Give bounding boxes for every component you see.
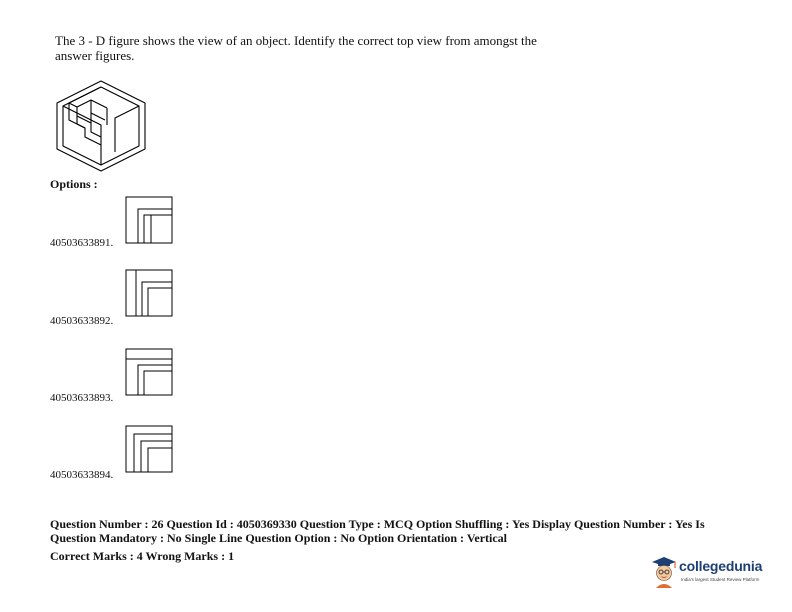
metadata-line-1: Question Number : 26 Question Id : 4050369330 Question Type : MCQ Option Shuffling : Yes Display Question Number : Yes Is	[50, 517, 705, 531]
option-3-figure[interactable]	[124, 347, 174, 397]
option-2-id[interactable]: 40503633892.	[50, 315, 114, 327]
student-mascot-icon	[649, 553, 679, 589]
question-metadata	[50, 517, 740, 545]
option-4-id[interactable]: 40503633894.	[50, 469, 114, 481]
3d-figure	[55, 80, 147, 172]
option-4-figure[interactable]	[124, 424, 174, 474]
question-line-2: answer figures.	[55, 48, 135, 63]
options-label: Options :	[50, 177, 98, 191]
option-2-figure[interactable]	[124, 268, 174, 318]
question-text	[55, 33, 615, 63]
marks-info: Correct Marks : 4 Wrong Marks : 1	[50, 549, 235, 563]
logo-tagline: India's largest Student Review Platform	[681, 577, 760, 582]
logo-wordmark: collegedunia	[679, 558, 763, 574]
option-1-id[interactable]: 40503633891.	[50, 237, 114, 249]
option-1-figure[interactable]	[124, 195, 174, 245]
option-3-id[interactable]: 40503633893.	[50, 392, 114, 404]
metadata-line-2: Question Mandatory : No Single Line Question Option : No Option Orientation : Vertical	[50, 531, 508, 545]
question-line-1: The 3 - D figure shows the view of an object. Identify the correct top view from amongst the	[55, 33, 537, 48]
collegedunia-logo	[649, 553, 779, 589]
